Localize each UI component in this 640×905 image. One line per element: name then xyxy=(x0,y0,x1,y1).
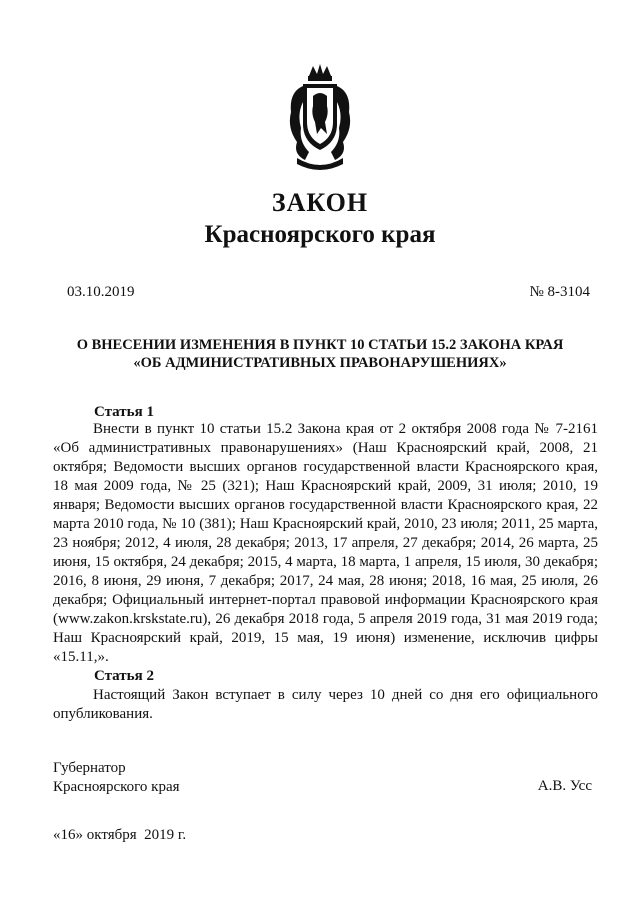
document-title: ЗАКОН xyxy=(271,188,369,217)
document-date: 03.10.2019 xyxy=(67,284,135,300)
signer-position-line-2: Красноярского края xyxy=(53,779,180,795)
coat-of-arms-icon xyxy=(283,62,357,174)
article-1-title: Статья 1 xyxy=(94,404,154,420)
document-number: № 8-3104 xyxy=(529,284,590,300)
article-1-text: Внести в пункт 10 статьи 15.2 Закона края от 2 октября 2008 года № 7-2161 «Об административных правонарушениях» (Наш Красноярский край, 2008, 21 октября; Ведомости высших органов государственной власти Красноярского края, 18 мая 2009 года, № 25 (321); Наш Красноярский край, 2009, 31 июля; 2010, 19 января; Ведомости высших органов государственной власти Красноярского края, 22 марта 2010 года, № 10 (381); Наш Красноярский край, 2010, 23 июля; 2011, 25 марта, 23 ноября; 2012, 4 июля, 28 декабря; 2013, 17 апреля, 27 декабря; 2014, 26 марта, 25 июня, 15 октября, 24 декабря; 2015, 4 марта, 18 марта, 1 апреля, 15 июля, 30 декабря; 2016, 8 июня, 29 июня, 7 декабря; 2017, 24 мая, 28 июня; 2018, 16 мая, 25 июля, 26 декабря; Официальный интернет-портал правовой информации Красноярского края (www.zakon.krskstate.ru), 26 декабря 2018 года, 5 апреля 2019 года, 31 мая 2019 года; Наш Красноярский край, 2019, 15 мая, 19 июня) изменение, исключив цифры «15.11,». xyxy=(53,421,598,665)
signer-name: А.В. Усс xyxy=(537,778,592,794)
signer-position-line-1: Губернатор xyxy=(53,760,126,776)
document-subtitle: Красноярского края xyxy=(204,221,436,248)
document-heading xyxy=(40,336,600,372)
heading-line-1: О ВНЕСЕНИИ ИЗМЕНЕНИЯ В ПУНКТ 10 СТАТЬИ 15.2 ЗАКОНА КРАЯ xyxy=(76,337,564,353)
article-2-text: Настоящий Закон вступает в силу через 10 дней со дня его официального опубликования. xyxy=(53,687,598,722)
signing-date: «16» октября 2019 г. xyxy=(53,827,187,843)
article-2-title: Статья 2 xyxy=(94,668,154,684)
heading-line-2: «ОБ АДМИНИСТРАТИВНЫХ ПРАВОНАРУШЕНИЯХ» xyxy=(133,355,507,371)
signer-position xyxy=(53,759,180,797)
